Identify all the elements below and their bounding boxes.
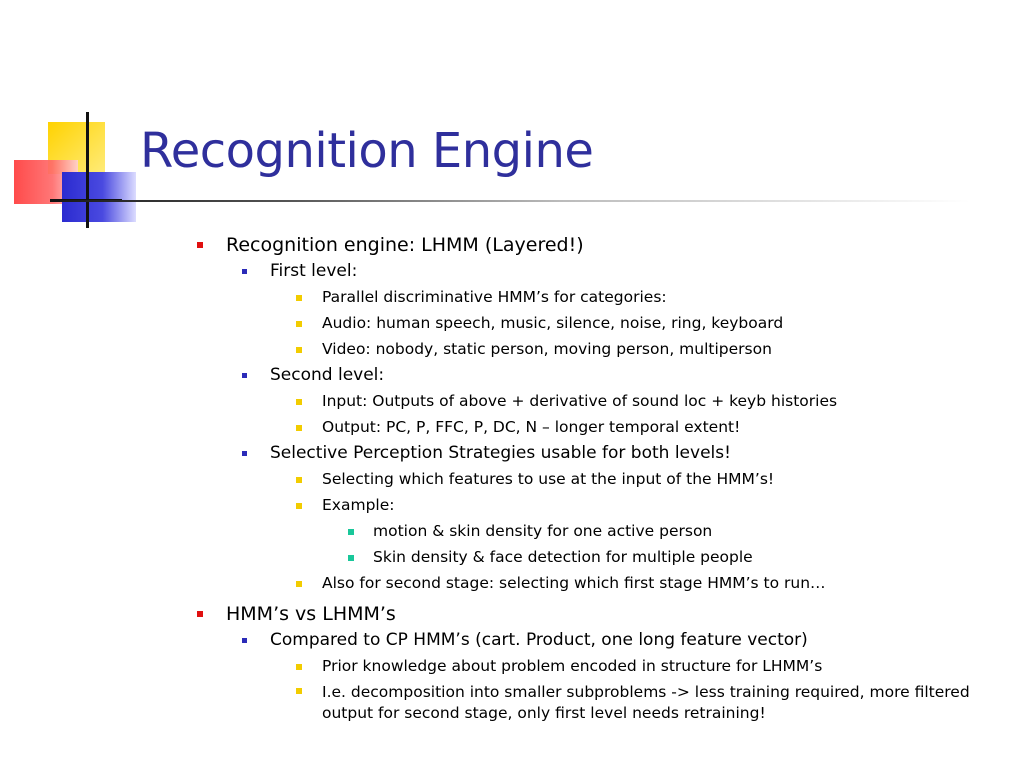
title-underline (60, 200, 970, 202)
bullet-text: Also for second stage: selecting which first stage HMM’s to run… (322, 574, 826, 592)
bullet-text: Compared to CP HMM’s (cart. Product, one long feature vector) (270, 630, 808, 650)
bullet-square-icon (296, 321, 302, 327)
logo-blue-square (62, 172, 136, 222)
bullet-item-level3 (192, 284, 1002, 310)
bullet-text: Second level: (270, 365, 385, 385)
bullet-item-level2 (192, 362, 1002, 388)
bullet-square-icon (296, 477, 302, 483)
bullet-item-level3 (192, 388, 1002, 414)
bullet-square-icon (296, 581, 302, 587)
bullet-item-level3 (192, 570, 1002, 596)
bullet-text: Video: nobody, static person, moving person, multiperson (322, 340, 772, 358)
bullet-item-level2 (192, 440, 1002, 466)
bullet-item-level3 (192, 653, 1002, 679)
bullet-square-icon (242, 269, 247, 274)
bullet-text: Parallel discriminative HMM’s for categories: (322, 288, 667, 306)
logo-vertical-line (86, 112, 89, 228)
bullet-square-icon (242, 373, 247, 378)
bullet-square-icon (296, 688, 302, 694)
slide-title: Recognition Engine (140, 123, 594, 179)
bullet-text: Output: PC, P, FFC, P, DC, N – longer temporal extent! (322, 418, 741, 436)
bullet-text: HMM’s vs LHMM’s (226, 603, 396, 625)
bullet-text: Skin density & face detection for multiple people (373, 548, 753, 566)
bullet-item-level2 (192, 627, 1002, 653)
bullet-text: Selecting which features to use at the input of the HMM’s! (322, 470, 775, 488)
bullet-square-icon (348, 529, 354, 535)
bullet-item-level3 (192, 336, 1002, 362)
bullet-square-icon (296, 295, 302, 301)
bullet-item-level4 (192, 518, 1002, 544)
bullet-square-icon (296, 503, 302, 509)
bullet-text: Audio: human speech, music, silence, noise, ring, keyboard (322, 314, 784, 332)
bullet-text: First level: (270, 261, 358, 281)
bullet-square-icon (197, 611, 203, 617)
bullet-item-level3 (192, 466, 1002, 492)
bullet-text: Example: (322, 496, 395, 514)
bullet-text: Prior knowledge about problem encoded in structure for LHMM’s (322, 657, 823, 675)
bullet-square-icon (296, 347, 302, 353)
bullet-text: motion & skin density for one active person (373, 522, 713, 540)
bullet-item-level3 (192, 414, 1002, 440)
slide-body (192, 232, 1002, 724)
bullet-item-level3 (192, 310, 1002, 336)
bullet-item-level3 (192, 679, 1002, 724)
bullet-item-level4 (192, 544, 1002, 570)
bullet-item-level1 (192, 601, 1002, 627)
bullet-text: Input: Outputs of above + derivative of sound loc + keyb histories (322, 392, 838, 410)
bullet-text: Selective Perception Strategies usable for both levels! (270, 443, 731, 463)
bullet-square-icon (296, 425, 302, 431)
bullet-item-level1 (192, 232, 1002, 258)
slide-logo-decoration (0, 0, 150, 240)
bullet-square-icon (242, 451, 247, 456)
bullet-square-icon (296, 664, 302, 670)
bullet-item-level3 (192, 492, 1002, 518)
bullet-square-icon (296, 399, 302, 405)
bullet-text: I.e. decomposition into smaller subproblems -> less training required, more filtered output for second stage, only first level needs retraining! (322, 683, 970, 722)
bullet-square-icon (242, 638, 247, 643)
bullet-text: Recognition engine: LHMM (Layered!) (226, 234, 584, 256)
bullet-square-icon (197, 242, 203, 248)
bullet-square-icon (348, 555, 354, 561)
bullet-item-level2 (192, 258, 1002, 284)
